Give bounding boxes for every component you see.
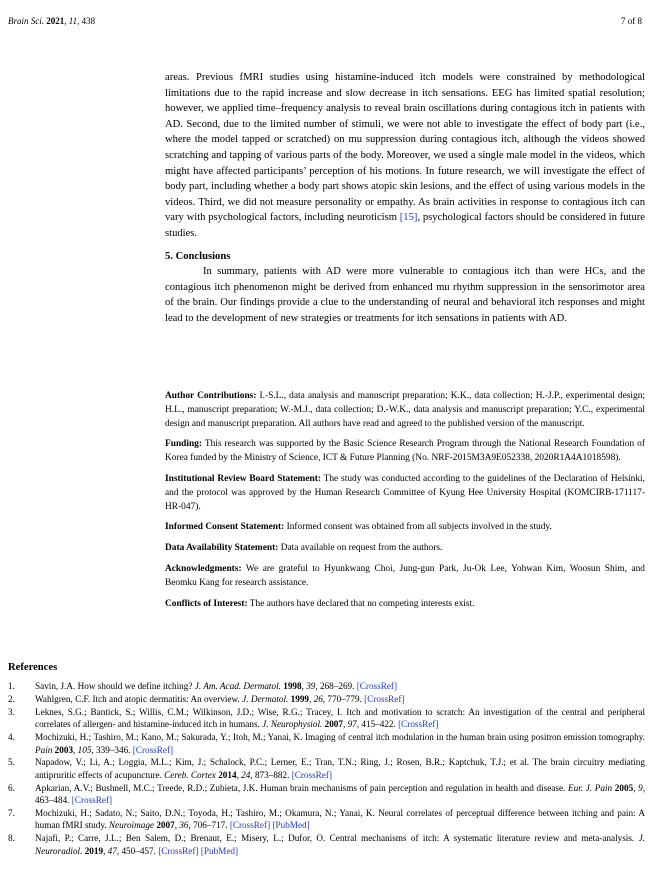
- reference-authors-title: Leknes, S.G.; Bantick, S.; Willis, C.M.; Wilkinson, J.D.; Wise, R.G.; Tracey, I. Itch and motivation to scratch: An investigation of the central and peripheral correlates of allergen- and histamine-induced itch in humans.: [35, 706, 645, 730]
- reference-number: 8.: [8, 833, 15, 844]
- reference-item: [8, 680, 645, 692]
- main-text-column: [165, 70, 645, 327]
- reference-authors-title: Savin, J.A. How should we define itching?: [35, 681, 195, 691]
- statement-paragraph: [165, 521, 645, 535]
- reference-volume: , 105: [73, 744, 92, 755]
- citation-link[interactable]: [15]: [399, 212, 418, 224]
- section-heading-conclusions: 5. Conclusions: [165, 250, 231, 262]
- reference-pages: , 415–422.: [356, 719, 399, 730]
- statement-text: Data available on request from the authors.: [278, 543, 443, 554]
- reference-year: 2019: [84, 845, 104, 856]
- reference-pages: , 450–457.: [116, 845, 159, 856]
- reference-item: [8, 731, 645, 756]
- journal-citation: Brain Sci. 2021, 11, 438: [8, 16, 96, 26]
- reference-item: [8, 807, 645, 832]
- reference-volume: , 36: [174, 820, 189, 831]
- reference-year: 2003: [54, 744, 74, 755]
- reference-pages: , 268–269.: [315, 681, 357, 691]
- reference-volume: , 47: [103, 845, 117, 856]
- journal-volume: 11: [68, 16, 78, 26]
- statement-text: The study was conducted according to the guidelines of the Declaration of Helsinki, and the protocol was approved by the Human Research Committee of Kyung Hee University Hospital (KOMCIRB-171117-HR-047).: [165, 473, 645, 512]
- reference-journal: Pain: [35, 744, 53, 755]
- reference-link[interactable]: [CrossRef]: [71, 795, 113, 806]
- reference-volume: , 24: [236, 769, 251, 780]
- reference-journal: J. Am. Acad. Dermatol.: [194, 681, 281, 691]
- statement-paragraph: [165, 563, 645, 591]
- reference-text: [35, 693, 645, 705]
- statement-paragraph: [165, 473, 645, 514]
- statement-paragraph: [165, 542, 645, 556]
- statement-label: Informed Consent Statement:: [165, 522, 285, 533]
- reference-pages: , 770–779.: [322, 693, 365, 704]
- reference-number: 3.: [8, 706, 15, 717]
- reference-pages: , 706–717.: [188, 820, 230, 831]
- statement-label: Acknowledgments:: [165, 563, 242, 574]
- reference-journal: Cereb. Cortex: [164, 769, 216, 780]
- reference-link[interactable]: [CrossRef]: [364, 693, 405, 704]
- reference-authors-title: Napadow, V.; Li, A.; Loggia, M.L.; Kim, J.; Schalock, P.C.; Lerner, E.; Tran, T.N.; Ring, J.; Rosen, B.R.; Kaptchuk, T.J.; et al. The brain circuitry mediating antipruritic effects of acupuncture.: [35, 757, 645, 780]
- reference-year: 2007: [156, 820, 175, 831]
- reference-item: [8, 693, 645, 705]
- statement-text: I.-S.L., data analysis and manuscript preparation; K.K., data collection; H.-J.P., experimental design; H.L., manuscript preparation; W.-M.J., data collection; D.-W.K., data analysis and manuscript preparation; Y.C., experimental design and manuscript preparation. All authors have read and agreed to the published version of the manuscript.: [165, 391, 645, 429]
- statement-text: We are grateful to Hyunkwang Choi, Jung-gun Park, Ju-Ok Lee, Yohwan Kim, Woosun Shim, and Beomku Kang for research assistance.: [165, 563, 645, 588]
- reference-number: 2.: [8, 693, 15, 704]
- statement-paragraph: [165, 438, 645, 466]
- reference-authors-title: Apkarian, A.V.; Bushnell, M.C.; Treede, R.D.; Zubieta, J.K. Human brain mechanisms of pain perception and regulation in health and disease.: [35, 782, 568, 793]
- back-matter: [165, 390, 645, 618]
- reference-authors-title: Mochizuki, H.; Sadato, N.; Saito, D.N.; Toyoda, H.; Tashiro, M.; Okamura, N.; Yanai, K. Neural correlates of perceptual difference between itching and pain: A human fMRI study.: [35, 808, 645, 831]
- reference-number: 5.: [8, 757, 15, 768]
- reference-link[interactable]: [PubMed]: [272, 820, 310, 831]
- reference-volume: , 26: [309, 693, 323, 704]
- reference-text: [35, 807, 645, 832]
- running-header: [8, 14, 642, 28]
- reference-text: [35, 756, 645, 781]
- reference-year: 1999: [290, 693, 310, 704]
- reference-journal: J. Dermatol.: [242, 693, 289, 704]
- reference-text: [35, 731, 645, 756]
- statement-text: The authors have declared that no competing interests exist.: [247, 598, 475, 609]
- reference-text: [35, 680, 645, 692]
- statement-text: This research was supported by the Basic Science Research Program through the National Research Foundation of Korea funded by the Ministry of Science, ICT & Future Planning (No. NRF-2015M3A9E052338, 2020R1A4A1018598).: [165, 439, 645, 464]
- reference-volume: , 97: [342, 719, 357, 730]
- reference-journal: J. Neuroradiol.: [35, 833, 645, 856]
- page-number: 7 of 8: [621, 16, 642, 26]
- reference-number: 7.: [8, 808, 15, 819]
- journal-year: 2021: [46, 16, 65, 26]
- reference-item: [8, 782, 645, 807]
- conclusions-paragraph: In summary, patients with AD were more vulnerable to contagious itch than were HCs, and the contagious itch phenomenon might be derived from enhanced mu rhythm suppression in the sensorimotor area of the brain. Our findings provide a clue to the understanding of neural and behavioral itch responses and might lead to the development of new strategies or treatments for itch sensations in patients with AD.: [165, 266, 645, 324]
- reference-number: 6.: [8, 782, 15, 793]
- reference-journal: Eur. J. Pain: [568, 782, 613, 793]
- reference-authors-title: Mochizuki, H.; Tashiro, M.; Kano, M.; Sakurada, Y.; Itoh, M.; Yanai, K. Imaging of central itch modulation in the human brain using positron emission tomography.: [35, 732, 645, 743]
- reference-item: [8, 832, 645, 857]
- reference-volume: , 39: [301, 681, 316, 691]
- reference-year: 2014: [218, 769, 237, 780]
- statement-label: Funding:: [165, 439, 202, 450]
- reference-pages: , 339–346.: [91, 744, 133, 755]
- reference-journal: Neuroimage: [108, 820, 155, 831]
- reference-year: 1998: [283, 681, 302, 691]
- statement-paragraph: [165, 598, 645, 612]
- references-list: [8, 680, 645, 858]
- reference-text: [35, 706, 645, 731]
- statement-text: Informed consent was obtained from all subjects involved in the study.: [284, 522, 552, 533]
- reference-text: [35, 782, 645, 807]
- reference-authors-title: Najafi, P.; Carre, J.L.; Ben Salem, D.; Brenaut, E.; Misery, L.; Dufor, O. Central mechanisms of itch: A systematic literature review and meta-analysis.: [35, 833, 639, 844]
- reference-link[interactable]: [PubMed]: [200, 845, 239, 856]
- reference-link[interactable]: [CrossRef]: [132, 744, 174, 755]
- discussion-text-end: , psychological factors should be considered in future studies.: [165, 212, 645, 239]
- reference-item: [8, 706, 645, 731]
- reference-link[interactable]: [CrossRef]: [291, 769, 333, 780]
- reference-link[interactable]: [CrossRef]: [356, 681, 398, 691]
- statement-paragraph: [165, 390, 645, 431]
- discussion-text: areas. Previous fMRI studies using histamine-induced itch models were constrained by methodological limitations due to the rapid increase and slow decrease in itch sensations. EEG has limited spatial resolution; however, we applied time–frequency analysis to reveal brain oscillations during contagious itch in patients with AD. Second, due to the limited number of stimuli, we were not able to investigate the effect of body part (i.e., where the model tapped or scratched) on mu suppression during contagious itch, although the videos showed scratching and tapping of various parts of the body. Moreover, we used a single male model in the videos, which might have affected participants’ perception of his motions. In future research, we will investigate the effect of body part, including whether a body part shows atopic skin lesions, and the effect of using various models in the videos. Third, we did not measure personality or empathy. As brain activities in response to contagious itch can vary with psychological factors, including neuroticism: [165, 72, 645, 224]
- reference-link[interactable]: [CrossRef]: [229, 820, 271, 831]
- statement-label: Conflicts of Interest:: [165, 598, 248, 609]
- reference-item: [8, 756, 645, 781]
- statement-label: Data Availability Statement:: [165, 543, 279, 554]
- references-heading: References: [8, 662, 58, 673]
- reference-pages: , 463–484.: [35, 782, 646, 806]
- discussion-paragraph: [165, 70, 645, 242]
- journal-title: Brain Sci.: [8, 16, 44, 26]
- reference-journal: J. Neurophysiol.: [262, 719, 323, 730]
- statement-label: Author Contributions:: [165, 391, 257, 401]
- article-number: 438: [81, 16, 96, 26]
- reference-link[interactable]: [CrossRef]: [158, 845, 199, 856]
- reference-volume: , 9: [633, 782, 643, 793]
- reference-text: [35, 832, 645, 857]
- reference-link[interactable]: [CrossRef]: [398, 719, 439, 730]
- reference-number: 4.: [8, 732, 15, 743]
- reference-year: 2005: [614, 782, 634, 793]
- reference-authors-title: Wahlgren, C.F. Itch and atopic dermatitis: An overview.: [35, 693, 243, 704]
- statement-label: Institutional Review Board Statement:: [165, 473, 321, 484]
- reference-number: 1.: [8, 681, 15, 691]
- reference-year: 2007: [324, 719, 343, 730]
- reference-pages: , 873–882.: [250, 769, 292, 780]
